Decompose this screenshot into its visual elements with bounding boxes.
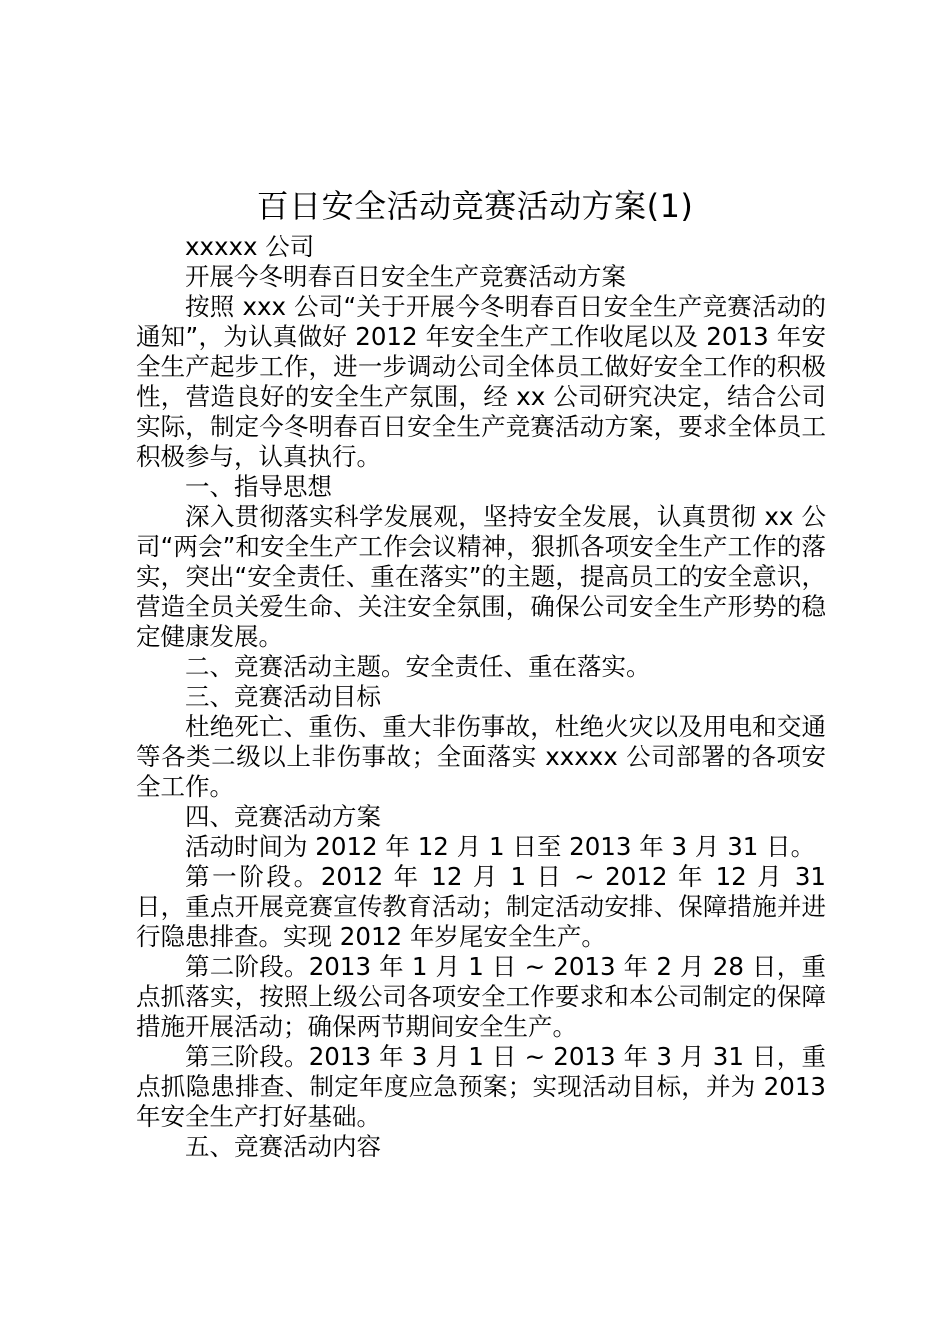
section-heading-4: 四、竞赛活动方案 (185, 802, 381, 831)
section-heading-1: 一、指导思想 (185, 472, 332, 501)
phase-2-paragraph: 第二阶段。2013 年 1 月 1 日 ~ 2013 年 2 月 28 日，重点抓落实，按照上级公司各项安全工作要求和本公司制定的保障措施开展活动；确保两节期间安全生产。 (136, 952, 826, 1041)
company-name: xxxxx 公司 (185, 232, 315, 261)
phase-3-paragraph: 第三阶段。2013 年 3 月 1 日 ~ 2013 年 3 月 31 日，重点抓隐患排查、制定年度应急预案；实现活动目标，并为 2013 年安全生产打好基础。 (136, 1042, 826, 1131)
goals-paragraph: 杜绝死亡、重伤、重大非伤事故，杜绝火灾以及用电和交通等各类二级以上非伤事故；全面落实 xxxxx 公司部署的各项安全工作。 (136, 712, 826, 801)
section-heading-5: 五、竞赛活动内容 (185, 1132, 381, 1161)
plan-subtitle: 开展今冬明春百日安全生产竞赛活动方案 (185, 262, 626, 291)
section-heading-3: 三、竞赛活动目标 (185, 682, 381, 711)
activity-time-paragraph: 活动时间为 2012 年 12 月 1 日至 2013 年 3 月 31 日。 (185, 832, 816, 861)
section-heading-2: 二、竞赛活动主题。安全责任、重在落实。 (185, 652, 651, 681)
guiding-thought-paragraph: 深入贯彻落实科学发展观，坚持安全发展，认真贯彻 xx 公司“两会”和安全生产工作会议精神，狠抓各项安全生产工作的落实，突出“安全责任、重在落实”的主题，提高员工的安全意识，营造全员关爱生命、关注安全氛围，确保公司安全生产形势的稳定健康发展。 (136, 502, 826, 651)
document-body (136, 232, 826, 1162)
intro-paragraph: 按照 xxx 公司“关于开展今冬明春百日安全生产竞赛活动的通知”，为认真做好 2012 年安全生产工作收尾以及 2013 年安全生产起步工作，进一步调动公司全体员工做好安全工作的积极性，营造良好的安全生产氛围，经 xx 公司研究决定，结合公司实际，制定今冬明春百日安全生产竞赛活动方案，要求全体员工积极参与，认真执行。 (136, 292, 826, 471)
phase-1-paragraph: 第一阶段。2012 年 12 月 1 日 ~ 2012 年 12 月 31 日，重点开展竞赛宣传教育活动；制定活动安排、保障措施并进行隐患排查。实现 2012 年岁尾安全生产。 (136, 862, 826, 951)
document-title: 百日安全活动竞赛活动方案(1) (256, 187, 694, 225)
